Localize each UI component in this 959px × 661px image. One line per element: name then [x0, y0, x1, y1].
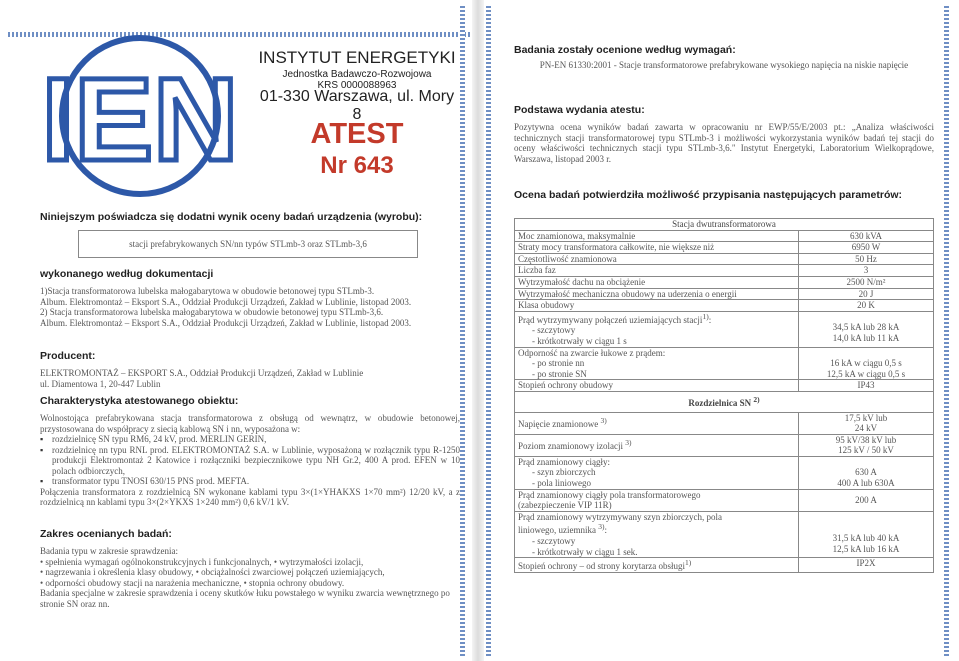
- table-row: [515, 558, 934, 573]
- confirm-heading: Ocena badań potwierdziła możliwość przypisania następujących parametrów:: [514, 189, 903, 201]
- row-value: [799, 412, 934, 434]
- row-value: 50 Hz: [799, 253, 934, 265]
- continuous-value: 630 A: [855, 467, 877, 478]
- characteristics-intro: Wolnostojąca prefabrykowana stacja transformatorowa z obsługą od wewnątrz, w obudowie betonowej, przystosowana do współpracy z siecią kablową SN i nn, wyposażona w:: [40, 413, 460, 434]
- table-row: [515, 434, 934, 456]
- arc-sub: po stronie SN: [537, 368, 587, 379]
- table-header-row: [515, 391, 934, 412]
- insulation-label: Poziom znamionowy izolacji: [518, 441, 623, 452]
- documentation-heading: wykonanego według dokumentacji: [40, 268, 214, 280]
- continuous-sub: szyn zbiorczych: [537, 467, 596, 478]
- table-row: [515, 347, 934, 380]
- table-row: [515, 412, 934, 434]
- footnote-ref: 2): [753, 394, 760, 404]
- book-gutter: [472, 0, 484, 661]
- short-time-sub: krótkotrwały w ciągu 1 sek.: [537, 546, 638, 557]
- short-time-label: Prąd znamionowy wytrzymywany szyn zbiorczych, pola: [518, 511, 722, 522]
- row-value: [799, 347, 934, 380]
- rated-voltage-label: Napięcie znamionowe: [518, 419, 599, 430]
- row-label: [515, 558, 799, 573]
- institute-krs: KRS 0000088963: [317, 80, 397, 91]
- logo-letters: IEN: [41, 54, 239, 186]
- grounding-sub: krótkotrwały w ciągu 1 s: [537, 335, 627, 346]
- table-row: [515, 288, 934, 300]
- arc-label: Odporność na zwarcie łukowe z prądem:: [518, 347, 666, 358]
- arc-sub: po stronie nn: [537, 358, 585, 369]
- documentation-text: [40, 286, 460, 328]
- arc-value: 12,5 kA w ciągu 0,5 s: [826, 368, 906, 379]
- producer-heading: Producent:: [40, 350, 96, 362]
- grounding-sub: szczytowy: [537, 325, 576, 336]
- row-value: 630 kVA: [799, 230, 934, 242]
- row-value: [799, 511, 934, 557]
- rated-voltage-value: 17,5 kV lub: [844, 412, 888, 423]
- short-time-value: 31,5 kA lub 40 kA: [832, 533, 900, 544]
- right-edge-stripe: [944, 6, 949, 656]
- device-box: [78, 230, 418, 258]
- sn-protection-label: Stopień ochrony – od strony korytarza obsługi: [518, 561, 685, 572]
- scope-text: [40, 546, 460, 609]
- row-value: [799, 434, 934, 456]
- table2-header: [515, 391, 934, 412]
- short-time-label: liniowego, uziemnika: [518, 525, 596, 536]
- scope-line: • spełnienia wymagań ogólnokonstrukcyjnych i funkcjonalnych, • wytrzymałości izolacji,: [40, 556, 364, 567]
- footnote-ref: 3): [600, 416, 607, 426]
- row-value: [799, 456, 934, 489]
- list-item: ▪ rozdzielnicę nn typu RNL prod. ELEKTROMONTAŻ S.A. w Lublinie, wyposażoną w rozłącznik typu R-1250 produkcji Elektromontaż 2 Katowice i rozłączniki bezpiecznikowe typu NH Gr.2, 400 A prod. EFEN w 10 polach odbiorczych,: [40, 445, 460, 477]
- documentation-line: Album. Elektromontaż – Eksport S.A., Oddział Produkcji Urządzeń, Zakład w Lublinie, listopad 2003.: [40, 296, 412, 307]
- scope-outro: Badania specjalne w zakresie sprawdzenia i oceny skutków łuku powstałego w wyniku zwarcia wewnętrznego po stronie SN oraz nn.: [40, 588, 450, 609]
- row-label: [515, 412, 799, 434]
- right-page: [486, 6, 952, 656]
- list-item: ▪ rozdzielnicę SN typu RM6, 24 kV, prod. MERLIN GERIN,: [40, 434, 460, 445]
- requirements-heading: Badania zostały ocenione według wymagań:: [514, 44, 736, 56]
- characteristics-heading: Charakterystyka atestowanego obiektu:: [40, 395, 239, 407]
- row-value: 3: [799, 265, 934, 277]
- scope-intro: Badania typu w zakresie sprawdzenia:: [40, 546, 178, 556]
- row-label: Klasa obudowy: [515, 300, 799, 312]
- row-label: [515, 434, 799, 456]
- row-label: Moc znamionowa, maksymalnie: [515, 230, 799, 242]
- insulation-value: 95 kV/38 kV lub: [835, 434, 897, 445]
- characteristics-list: [40, 434, 460, 487]
- row-value: 20 J: [799, 288, 934, 300]
- ien-logo: [30, 32, 252, 200]
- scope-line: • nagrzewania i określenia klasy obudowy, • obciążalności zwarciowej połączeń uziemiających,: [40, 567, 385, 577]
- table1-header: Stacja dwutransformatorowa: [515, 219, 934, 231]
- table-row: [515, 456, 934, 489]
- arc-value: 16 kA w ciągu 0,5 s: [830, 358, 902, 369]
- row-label: Wytrzymałość dachu na obciążenie: [515, 276, 799, 288]
- institute-address: 01-330 Warszawa, ul. Mory 8: [259, 88, 455, 123]
- characteristics-text: [40, 413, 460, 508]
- right-edge-stripe: [460, 6, 465, 656]
- table-row: [515, 253, 934, 265]
- short-time-sub: szczytowy: [537, 536, 576, 547]
- row-label: Stopień ochrony obudowy: [515, 380, 799, 392]
- atest-title: ATEST: [310, 118, 404, 150]
- parameters-table: [514, 218, 934, 573]
- institute-subtitle: Jednostka Badawczo-Rozwojowa: [282, 69, 432, 80]
- row-label: Wytrzymałość mechaniczna obudowy na uderzenia o energii: [515, 288, 799, 300]
- row-label: Prąd znamionowy wytrzymywany szyn zbiorczych, pola liniowego, uziemnika $^{3)}$: - szczytowy - krótkotrwały w ciągu 1 sek.: [515, 511, 799, 557]
- table-row: [515, 511, 934, 557]
- institute-title: INSTYTUT ENERGETYKI: [258, 48, 456, 67]
- device-text: stacji prefabrykowanych SN/nn typów STLmb-3 oraz STLmb-3,6: [129, 239, 367, 249]
- row-value: IP43: [799, 380, 934, 392]
- table-row: [515, 311, 934, 347]
- documentation-line: Album. Elektromontaż – Eksport S.A., Oddział Produkcji Urządzeń, Zakład w Lublinie, listopad 2003.: [40, 317, 412, 328]
- table-header-row: [515, 219, 934, 231]
- table-row: [515, 489, 934, 511]
- footnote-ref: 3): [625, 438, 632, 448]
- producer-line: ELEKTROMONTAŻ – EKSPORT S.A., Oddział Produkcji Urządzeń, Zakład w Lublinie: [40, 368, 364, 378]
- list-item: ▪ transformator typu TNOSI 630/15 PNS prod. MEFTA.: [40, 476, 460, 487]
- producer-line: ul. Diamentowa 1, 20-447 Lublin: [40, 378, 161, 389]
- requirements-text: PN-EN 61330:2001 - Stacje transformatorowe prefabrykowane wysokiego napięcia na niskie napięcie: [539, 60, 909, 70]
- certify-heading: Niniejszym poświadcza się dodatni wynik oceny badań urządzenia (wyrobu):: [40, 211, 423, 223]
- rated-voltage-value: 24 kV: [854, 423, 878, 434]
- footnote-ref: 1): [684, 558, 692, 568]
- row-value: IP2X: [799, 558, 934, 573]
- grounding-value: 34,5 kA lub 28 kA: [832, 322, 900, 333]
- insulation-value: 125 kV / 50 kV: [838, 445, 894, 456]
- continuous-sub: pola liniowego: [537, 478, 591, 489]
- table-row: [515, 380, 934, 392]
- continuous-label: Prąd znamionowy ciągły:: [518, 456, 610, 467]
- row-value: 2500 N/m²: [799, 276, 934, 288]
- left-edge-stripe: [486, 6, 491, 656]
- continuous-value: 400 A lub 630A: [837, 478, 895, 489]
- row-label: Prąd wytrzymywany połączeń uziemiających stacji$^{1)}$: - szczytowy - krótkotrwały w ciągu 1 s: [515, 311, 799, 347]
- row-value: 20 K: [799, 300, 934, 312]
- documentation-line: 1)Stacja transformatorowa lubelska małogabarytowa w obudowie betonowej typu STLmb-3.: [40, 286, 375, 296]
- grounding-label: Prąd wytrzymywany połączeń uziemiających stacji: [518, 314, 703, 325]
- row-label: Częstotliwość znamionowa: [515, 253, 799, 265]
- grounding-value: 14,0 kA lub 11 kA: [832, 332, 900, 343]
- row-label: Prąd znamionowy ciągły: - szyn zbiorczych - pola liniowego: [515, 456, 799, 489]
- row-label: Odporność na zwarcie łukowe z prądem: - po stronie nn - po stronie SN: [515, 347, 799, 380]
- scope-heading: Zakres ocenianych badań:: [40, 528, 172, 540]
- table-row: [515, 276, 934, 288]
- table-row: [515, 300, 934, 312]
- row-label: [515, 489, 799, 511]
- scope-line: • odporności obudowy stacji na narażenia mechaniczne, • stopnia ochrony obudowy.: [40, 577, 345, 588]
- footnote-ref: 1): [702, 311, 709, 321]
- short-time-value: 12,5 kA lub 16 kA: [832, 543, 900, 554]
- table-row: [515, 242, 934, 254]
- row-value: 6950 W: [799, 242, 934, 254]
- table-row: [515, 230, 934, 242]
- producer-text: [40, 368, 460, 389]
- characteristics-outro: Połączenia transformatora z rozdzielnicą SN wykonane kablami typu 3×(1×YHAKXS 1×70 mm²) 12/20 kV, a z rozdzielnicą nn kablami typu 3×(2×YKXS 1×240 mm²) 0,6 kV/1 kV.: [40, 486, 460, 507]
- row-label: Straty mocy transformatora całkowite, nie większe niż: [515, 242, 799, 254]
- footnote-ref: 3): [598, 522, 605, 532]
- left-page: [8, 6, 470, 656]
- transformer-field-label: Prąd znamionowy ciągły pola transformatorowego: [518, 489, 701, 500]
- basis-text: Pozytywna ocena wyników badań zawarta w opracowaniu nr EWP/55/E/2003 pt.: „Analiza właściwości technicznych stacji transformatorowej typu STLmb-3 i możliwości wykorzystania wyników badań tej stacji do oceny właściwości technicznych stacji typu STLmb-3,6." Instytut Energetyki, Laboratorium Wielkoprądowe, Warszawa, listopad 2003 r.: [514, 122, 934, 164]
- atest-number: Nr 643: [320, 152, 394, 179]
- basis-heading: Podstawa wydania atestu:: [514, 104, 645, 116]
- row-value: [799, 311, 934, 347]
- documentation-line: 2) Stacja transformatorowa lubelska małogabarytowa w obudowie betonowej typu STLmb-3,6.: [40, 307, 384, 317]
- table2-header-text: Rozdzielnica SN: [688, 397, 752, 408]
- row-value: 200 A: [799, 489, 934, 511]
- row-label: Liczba faz: [515, 265, 799, 277]
- table-row: [515, 265, 934, 277]
- transformer-field-label: (zabezpieczenie VIP 11R): [518, 500, 612, 511]
